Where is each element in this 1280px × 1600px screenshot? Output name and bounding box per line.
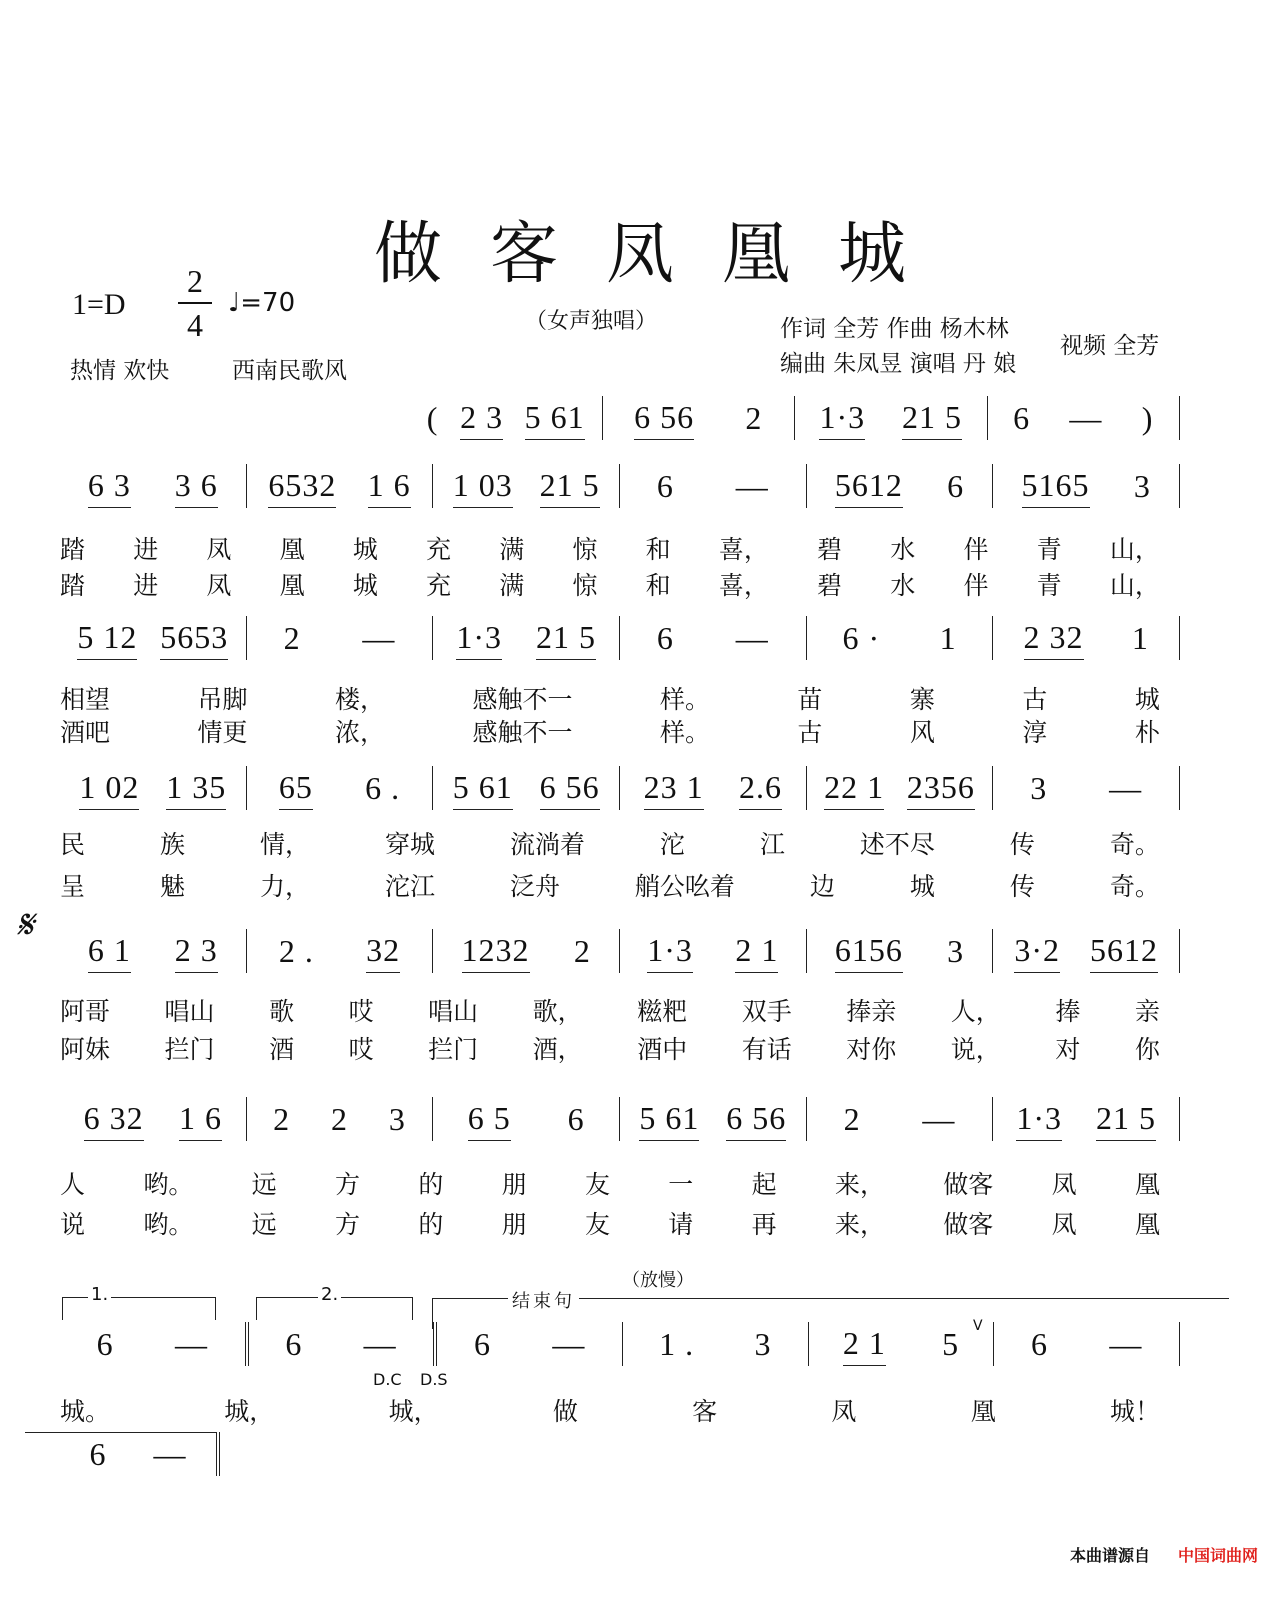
lyric-word: 艄公吆着 bbox=[634, 872, 735, 901]
note-group: 2 bbox=[273, 1101, 291, 1137]
note-group: 21 5 bbox=[536, 619, 596, 660]
staff-line-3 bbox=[60, 766, 1180, 810]
measure bbox=[60, 929, 247, 973]
lyric-word: 的 bbox=[418, 1210, 444, 1239]
lyric-word: 拦门 bbox=[428, 1035, 479, 1064]
staff-line-7 bbox=[60, 1432, 220, 1476]
note-group: 1 bbox=[939, 620, 957, 656]
lyric-word: 对 bbox=[1055, 1035, 1081, 1064]
lyric-word: 唱山 bbox=[428, 997, 479, 1026]
lyric-word: 伴 bbox=[963, 535, 989, 564]
note-group: 65 bbox=[279, 769, 313, 810]
note-group: 2356 bbox=[907, 769, 975, 810]
note-group: — bbox=[363, 1326, 397, 1362]
lyric-word: 碧 bbox=[817, 535, 843, 564]
lyric-word: 感触不一 bbox=[472, 718, 573, 747]
measure bbox=[988, 396, 1181, 440]
note-group: 6 bbox=[89, 1436, 107, 1472]
staff-line-5 bbox=[60, 1097, 1180, 1141]
measure bbox=[993, 464, 1180, 508]
note-group: 2 1 bbox=[735, 932, 778, 973]
lyric-word: 城， bbox=[388, 1397, 439, 1426]
lyric-word: 山， bbox=[1109, 535, 1160, 564]
lyric-word: 来， bbox=[834, 1210, 885, 1239]
lyric-word: 哟。 bbox=[143, 1170, 194, 1199]
lyric-word: 城 bbox=[352, 571, 378, 600]
lyric-word: 古 bbox=[1022, 685, 1048, 714]
staff-line-2 bbox=[60, 616, 1180, 660]
note-group: — bbox=[174, 1326, 208, 1362]
lyric-word: 踏 bbox=[60, 535, 86, 564]
lyric-word: 哎 bbox=[348, 1035, 374, 1064]
lyric-word: 凰 bbox=[1134, 1210, 1160, 1239]
time-divider bbox=[178, 302, 212, 304]
lyric-word: 歌 bbox=[269, 997, 295, 1026]
measure bbox=[60, 1432, 220, 1476]
note-group: 1 6 bbox=[179, 1100, 222, 1141]
lyrics-verse-2 bbox=[60, 713, 1160, 749]
lyric-word: 楼， bbox=[334, 685, 385, 714]
lyric-word: 满 bbox=[499, 571, 525, 600]
lyric-word: 阿哥 bbox=[60, 997, 111, 1026]
lyric-word: 泛舟 bbox=[509, 872, 560, 901]
volta-1-bracket bbox=[62, 1297, 216, 1320]
lyric-word: 传 bbox=[1009, 830, 1035, 859]
measure bbox=[60, 1097, 247, 1141]
measure bbox=[247, 929, 434, 973]
measure bbox=[60, 616, 247, 660]
song-title: 做客凤凰城 bbox=[373, 215, 954, 294]
note-group: 6 1 bbox=[88, 932, 131, 973]
time-signature bbox=[178, 262, 212, 344]
note-group: 21 5 bbox=[1096, 1100, 1156, 1141]
note-group: 3 bbox=[1133, 468, 1151, 504]
note-group: 5653 bbox=[160, 619, 228, 660]
measure bbox=[60, 464, 247, 508]
measure bbox=[247, 616, 434, 660]
note-group: 2 bbox=[331, 1101, 348, 1137]
measure bbox=[807, 929, 994, 973]
lyric-word: 样。 bbox=[659, 685, 710, 714]
lyric-word: 力， bbox=[259, 872, 310, 901]
staff-line-1 bbox=[60, 464, 1180, 508]
ritardando-label: （放慢） bbox=[622, 1270, 694, 1291]
lyric-word: 糍粑 bbox=[637, 997, 688, 1026]
lyric-word: 哟。 bbox=[143, 1210, 194, 1239]
note-group: — bbox=[552, 1326, 586, 1362]
lyric-word: 寨 bbox=[909, 685, 935, 714]
lyric-word: 一 bbox=[668, 1170, 694, 1199]
source-label: 本曲谱源自 bbox=[1069, 1546, 1150, 1565]
measure bbox=[807, 1097, 994, 1141]
lyrics-verse-2 bbox=[60, 867, 1160, 903]
lyric-word: 说， bbox=[950, 1035, 1001, 1064]
measure bbox=[247, 1097, 434, 1141]
lyric-word: 方 bbox=[334, 1170, 360, 1199]
measure bbox=[993, 1097, 1180, 1141]
note-group: 2 bbox=[283, 620, 301, 656]
note-group: 1 . bbox=[659, 1326, 695, 1362]
lyric-word: 吊脚 bbox=[197, 685, 248, 714]
measure bbox=[433, 766, 620, 810]
note-group: 1 03 bbox=[453, 467, 513, 508]
note-group: 3 bbox=[947, 933, 965, 969]
note-group: — bbox=[362, 620, 396, 656]
lyric-word: 再 bbox=[751, 1210, 777, 1239]
note-group: 5 61 bbox=[453, 769, 513, 810]
lyric-word: 凰 bbox=[1134, 1170, 1160, 1199]
lyric-word: 奇。 bbox=[1109, 872, 1160, 901]
credits-line-2: 编曲 朱凤昱 演唱 丹 娘 bbox=[780, 351, 1017, 377]
measure bbox=[60, 766, 247, 810]
measure bbox=[809, 1322, 995, 1366]
lyric-word: 碧 bbox=[817, 571, 843, 600]
lyric-word: 情更 bbox=[197, 718, 248, 747]
note-group: 5 61 bbox=[525, 399, 585, 440]
note-group: 1·3 bbox=[1016, 1100, 1062, 1141]
note-group: 23 1 bbox=[644, 769, 704, 810]
lyric-word: 充 bbox=[426, 571, 452, 600]
lyric-word: 远 bbox=[251, 1210, 277, 1239]
lyric-word: 民 bbox=[60, 830, 86, 859]
lyric-word: 江 bbox=[759, 830, 785, 859]
lyric-word: 呈 bbox=[60, 872, 86, 901]
note-group: — bbox=[153, 1436, 187, 1472]
lyric-word: 城！ bbox=[1109, 1397, 1160, 1426]
lyric-word: 酒中 bbox=[637, 1035, 688, 1064]
lyrics-verse-1 bbox=[60, 825, 1160, 861]
lyric-word: 伴 bbox=[963, 571, 989, 600]
lyric-word: 和 bbox=[645, 571, 671, 600]
note-group: ) bbox=[1141, 400, 1154, 436]
measure bbox=[807, 766, 994, 810]
lyric-word: 拦门 bbox=[164, 1035, 215, 1064]
note-group: — bbox=[735, 620, 769, 656]
note-group: 6 56 bbox=[634, 399, 694, 440]
lyric-word: 水 bbox=[890, 535, 916, 564]
tempo-marking: ♩=70 bbox=[228, 288, 296, 318]
note-group: 6 56 bbox=[726, 1100, 786, 1141]
expression-style: 热情 欢快 bbox=[70, 358, 170, 384]
lyric-word: 山， bbox=[1109, 571, 1160, 600]
lyric-word: 水 bbox=[890, 571, 916, 600]
lyric-word: 凤 bbox=[1051, 1210, 1077, 1239]
lyrics-verse-2 bbox=[60, 566, 1160, 602]
measure bbox=[433, 929, 620, 973]
note-group: 21 5 bbox=[902, 399, 962, 440]
lyric-word: 奇。 bbox=[1109, 830, 1160, 859]
lyric-word: 捧 bbox=[1055, 997, 1081, 1026]
note-group: — bbox=[1109, 1326, 1143, 1362]
dc-mark: D.C bbox=[373, 1370, 402, 1389]
note-group: 6 bbox=[656, 620, 674, 656]
lyric-word: 踏 bbox=[60, 571, 86, 600]
note-group: — bbox=[922, 1101, 956, 1137]
lyric-word: 惊 bbox=[572, 535, 598, 564]
subtitle: （女声独唱） bbox=[525, 309, 658, 334]
note-group: 6156 bbox=[835, 932, 903, 973]
note-group: 3·2 bbox=[1014, 932, 1060, 973]
note-group: 6 bbox=[96, 1326, 114, 1362]
note-group: 2 bbox=[573, 933, 591, 969]
lyric-word: 穿城 bbox=[384, 830, 435, 859]
lyric-word: 人 bbox=[60, 1170, 86, 1199]
volta-2-label: 2. bbox=[318, 1284, 341, 1305]
lyric-word: 和 bbox=[645, 535, 671, 564]
lyric-word: 城， bbox=[224, 1397, 275, 1426]
lyrics-verse-1 bbox=[60, 680, 1160, 716]
lyrics-verse-1 bbox=[60, 1165, 1160, 1201]
note-group: 6 bbox=[947, 468, 965, 504]
note-group: 2 1 bbox=[843, 1325, 886, 1366]
note-group: 1232 bbox=[462, 932, 530, 973]
lyric-word: 城 bbox=[1134, 685, 1160, 714]
measure bbox=[437, 1322, 623, 1366]
lyric-word: 喜， bbox=[718, 535, 769, 564]
lyric-word: 唱山 bbox=[164, 997, 215, 1026]
measure bbox=[807, 464, 994, 508]
lyric-word: 风 bbox=[909, 718, 935, 747]
lyric-word: 远 bbox=[251, 1170, 277, 1199]
lyric-word: 凰 bbox=[279, 535, 305, 564]
note-group: 5 12 bbox=[77, 619, 137, 660]
note-group: 1 35 bbox=[166, 769, 226, 810]
measure bbox=[623, 1322, 809, 1366]
lyric-word: 做 bbox=[552, 1397, 578, 1426]
measure bbox=[60, 1322, 249, 1366]
lyric-word: 捧亲 bbox=[846, 997, 897, 1026]
lyric-word: 情， bbox=[259, 830, 310, 859]
note-group: ( bbox=[426, 400, 439, 436]
lyric-word: 阿妹 bbox=[60, 1035, 111, 1064]
note-group: 6532 bbox=[268, 467, 336, 508]
lyric-word: 做客 bbox=[943, 1170, 994, 1199]
lyric-word: 淳 bbox=[1022, 718, 1048, 747]
lyric-word: 沱 bbox=[659, 830, 685, 859]
lyric-word: 青 bbox=[1036, 571, 1062, 600]
measure bbox=[993, 616, 1180, 660]
lyrics-verse-2 bbox=[60, 1205, 1160, 1241]
lyric-word: 凰 bbox=[970, 1397, 996, 1426]
credits-line-1: 作词 全芳 作曲 杨木林 bbox=[780, 316, 1009, 342]
lyric-word: 满 bbox=[499, 535, 525, 564]
lyric-word: 凤 bbox=[1051, 1170, 1077, 1199]
lyrics-verse-2 bbox=[60, 1030, 1160, 1066]
measure bbox=[410, 396, 603, 440]
note-group: 6 bbox=[285, 1326, 303, 1362]
measure bbox=[620, 616, 807, 660]
lyric-word: 朴 bbox=[1134, 718, 1160, 747]
lyric-word: 友 bbox=[584, 1210, 610, 1239]
note-group: 6 bbox=[1031, 1326, 1049, 1362]
lyric-word: 起 bbox=[751, 1170, 777, 1199]
lyric-word: 酒吧 bbox=[60, 718, 111, 747]
lyric-word: 相望 bbox=[60, 685, 111, 714]
note-group: 6 · bbox=[842, 620, 881, 656]
note-group: 3 6 bbox=[175, 467, 218, 508]
staff-line-0 bbox=[410, 396, 1180, 440]
lyric-word: 城 bbox=[909, 872, 935, 901]
note-group: 2 32 bbox=[1024, 619, 1084, 660]
note-group: 6 3 bbox=[88, 467, 131, 508]
time-bottom: 4 bbox=[187, 307, 203, 343]
lyric-word: 亲 bbox=[1134, 997, 1160, 1026]
note-group: 1·3 bbox=[647, 932, 693, 973]
measure bbox=[620, 929, 807, 973]
note-group: 22 1 bbox=[824, 769, 884, 810]
lyric-word: 做客 bbox=[943, 1210, 994, 1239]
lyric-word: 城。 bbox=[60, 1397, 111, 1426]
lyric-word: 进 bbox=[133, 535, 159, 564]
measure bbox=[247, 766, 434, 810]
note-group: 2 bbox=[843, 1101, 861, 1137]
note-group: 1·3 bbox=[819, 399, 865, 440]
lyrics-verse-1 bbox=[60, 530, 1160, 566]
note-group: 21 5 bbox=[540, 467, 600, 508]
lyric-word: 进 bbox=[133, 571, 159, 600]
lyric-word: 城 bbox=[352, 535, 378, 564]
lyric-word: 流淌着 bbox=[509, 830, 585, 859]
note-group: 6 bbox=[474, 1326, 491, 1362]
lyric-word: 古 bbox=[797, 718, 823, 747]
lyrics-verse-1 bbox=[60, 992, 1160, 1028]
lyric-word: 述不尽 bbox=[859, 830, 935, 859]
volta-1-label: 1. bbox=[88, 1284, 111, 1305]
note-group: 6 56 bbox=[540, 769, 600, 810]
measure bbox=[247, 464, 434, 508]
note-group: 1·3 bbox=[456, 619, 502, 660]
lyric-word: 沱江 bbox=[384, 872, 435, 901]
lyric-word: 双手 bbox=[741, 997, 792, 1026]
lyric-word: 凤 bbox=[206, 535, 232, 564]
lyric-word: 歌， bbox=[532, 997, 583, 1026]
lyric-word: 酒， bbox=[532, 1035, 583, 1064]
note-group: 2 . bbox=[278, 933, 314, 969]
measure bbox=[433, 464, 620, 508]
measure bbox=[620, 1097, 807, 1141]
key-signature: 1=D bbox=[72, 288, 126, 321]
note-group: — bbox=[1069, 400, 1103, 436]
lyrics-verse-1 bbox=[60, 1392, 1160, 1428]
lyric-word: 浓， bbox=[334, 718, 385, 747]
lyric-word: 的 bbox=[418, 1170, 444, 1199]
note-group: 5 61 bbox=[639, 1100, 699, 1141]
lyric-word: 青 bbox=[1036, 535, 1062, 564]
measure bbox=[433, 616, 620, 660]
lyric-word: 朋 bbox=[501, 1210, 527, 1239]
note-group: 6 bbox=[656, 468, 674, 504]
note-group: 2 3 bbox=[460, 399, 503, 440]
note-group: 3 bbox=[1030, 770, 1048, 806]
measure bbox=[795, 396, 988, 440]
lyric-word: 客 bbox=[692, 1397, 718, 1426]
measure bbox=[993, 766, 1180, 810]
lyric-word: 苗 bbox=[797, 685, 823, 714]
lyric-word: 来， bbox=[834, 1170, 885, 1199]
lyric-word: 凤 bbox=[206, 571, 232, 600]
note-group: 5612 bbox=[835, 467, 903, 508]
genre-label: 西南民歌风 bbox=[232, 358, 347, 384]
measure bbox=[807, 616, 994, 660]
lyric-word: 哎 bbox=[348, 997, 374, 1026]
lyric-word: 边 bbox=[809, 872, 835, 901]
note-group: 6 bbox=[1013, 400, 1031, 436]
staff-line-4 bbox=[60, 929, 1180, 973]
measure bbox=[603, 396, 796, 440]
lyric-word: 说 bbox=[60, 1210, 86, 1239]
lyric-word: 朋 bbox=[501, 1170, 527, 1199]
note-group: 2 3 bbox=[175, 932, 218, 973]
note-group: 6 bbox=[567, 1101, 585, 1137]
lyric-word: 友 bbox=[584, 1170, 610, 1199]
breath-mark: V bbox=[973, 1318, 983, 1334]
lyric-word: 凤 bbox=[831, 1397, 857, 1426]
lyric-word: 魅 bbox=[159, 872, 185, 901]
lyric-word: 请 bbox=[668, 1210, 694, 1239]
lyric-word: 你 bbox=[1134, 1035, 1160, 1064]
staff-line-6 bbox=[60, 1322, 1180, 1366]
lyric-word: 族 bbox=[159, 830, 185, 859]
note-group: 3 bbox=[754, 1326, 772, 1362]
ending-label: 结束句 bbox=[508, 1287, 579, 1313]
note-group: 5165 bbox=[1022, 467, 1090, 508]
measure bbox=[620, 464, 807, 508]
time-top: 2 bbox=[187, 263, 203, 299]
note-group: 2.6 bbox=[739, 769, 782, 810]
lyric-word: 酒 bbox=[269, 1035, 295, 1064]
note-group: 5612 bbox=[1090, 932, 1158, 973]
lyric-word: 惊 bbox=[572, 571, 598, 600]
segno-icon: 𝄋 bbox=[16, 902, 34, 948]
lyric-word: 感触不一 bbox=[472, 685, 573, 714]
measure bbox=[433, 1097, 620, 1141]
measure bbox=[994, 1322, 1180, 1366]
note-group: — bbox=[735, 468, 769, 504]
lyric-word: 方 bbox=[334, 1210, 360, 1239]
measure bbox=[249, 1322, 438, 1366]
source-site-link[interactable]: 中国词曲网 bbox=[1177, 1546, 1258, 1565]
note-group: 5 bbox=[942, 1326, 960, 1362]
measure bbox=[993, 929, 1180, 973]
lyric-word: 样。 bbox=[659, 718, 710, 747]
lyric-word: 喜， bbox=[718, 571, 769, 600]
lyric-word: 人， bbox=[950, 997, 1001, 1026]
note-group: 1 bbox=[1131, 620, 1149, 656]
measure bbox=[620, 766, 807, 810]
note-group: 2 bbox=[745, 400, 763, 436]
note-group: 32 bbox=[366, 932, 400, 973]
note-group: 6 32 bbox=[84, 1100, 144, 1141]
note-group: 6 5 bbox=[468, 1100, 511, 1141]
note-group: 1 02 bbox=[79, 769, 139, 810]
note-group: 1 6 bbox=[368, 467, 411, 508]
note-group: 6 . bbox=[365, 770, 401, 806]
lyric-word: 凰 bbox=[279, 571, 305, 600]
lyric-word: 充 bbox=[426, 535, 452, 564]
lyric-word: 传 bbox=[1009, 872, 1035, 901]
lyric-word: 对你 bbox=[846, 1035, 897, 1064]
video-credit: 视频 全芳 bbox=[1060, 333, 1160, 359]
ds-mark: D.S bbox=[420, 1370, 448, 1389]
note-group: 3 bbox=[388, 1101, 406, 1137]
lyric-word: 有话 bbox=[741, 1035, 792, 1064]
note-group: — bbox=[1109, 770, 1143, 806]
